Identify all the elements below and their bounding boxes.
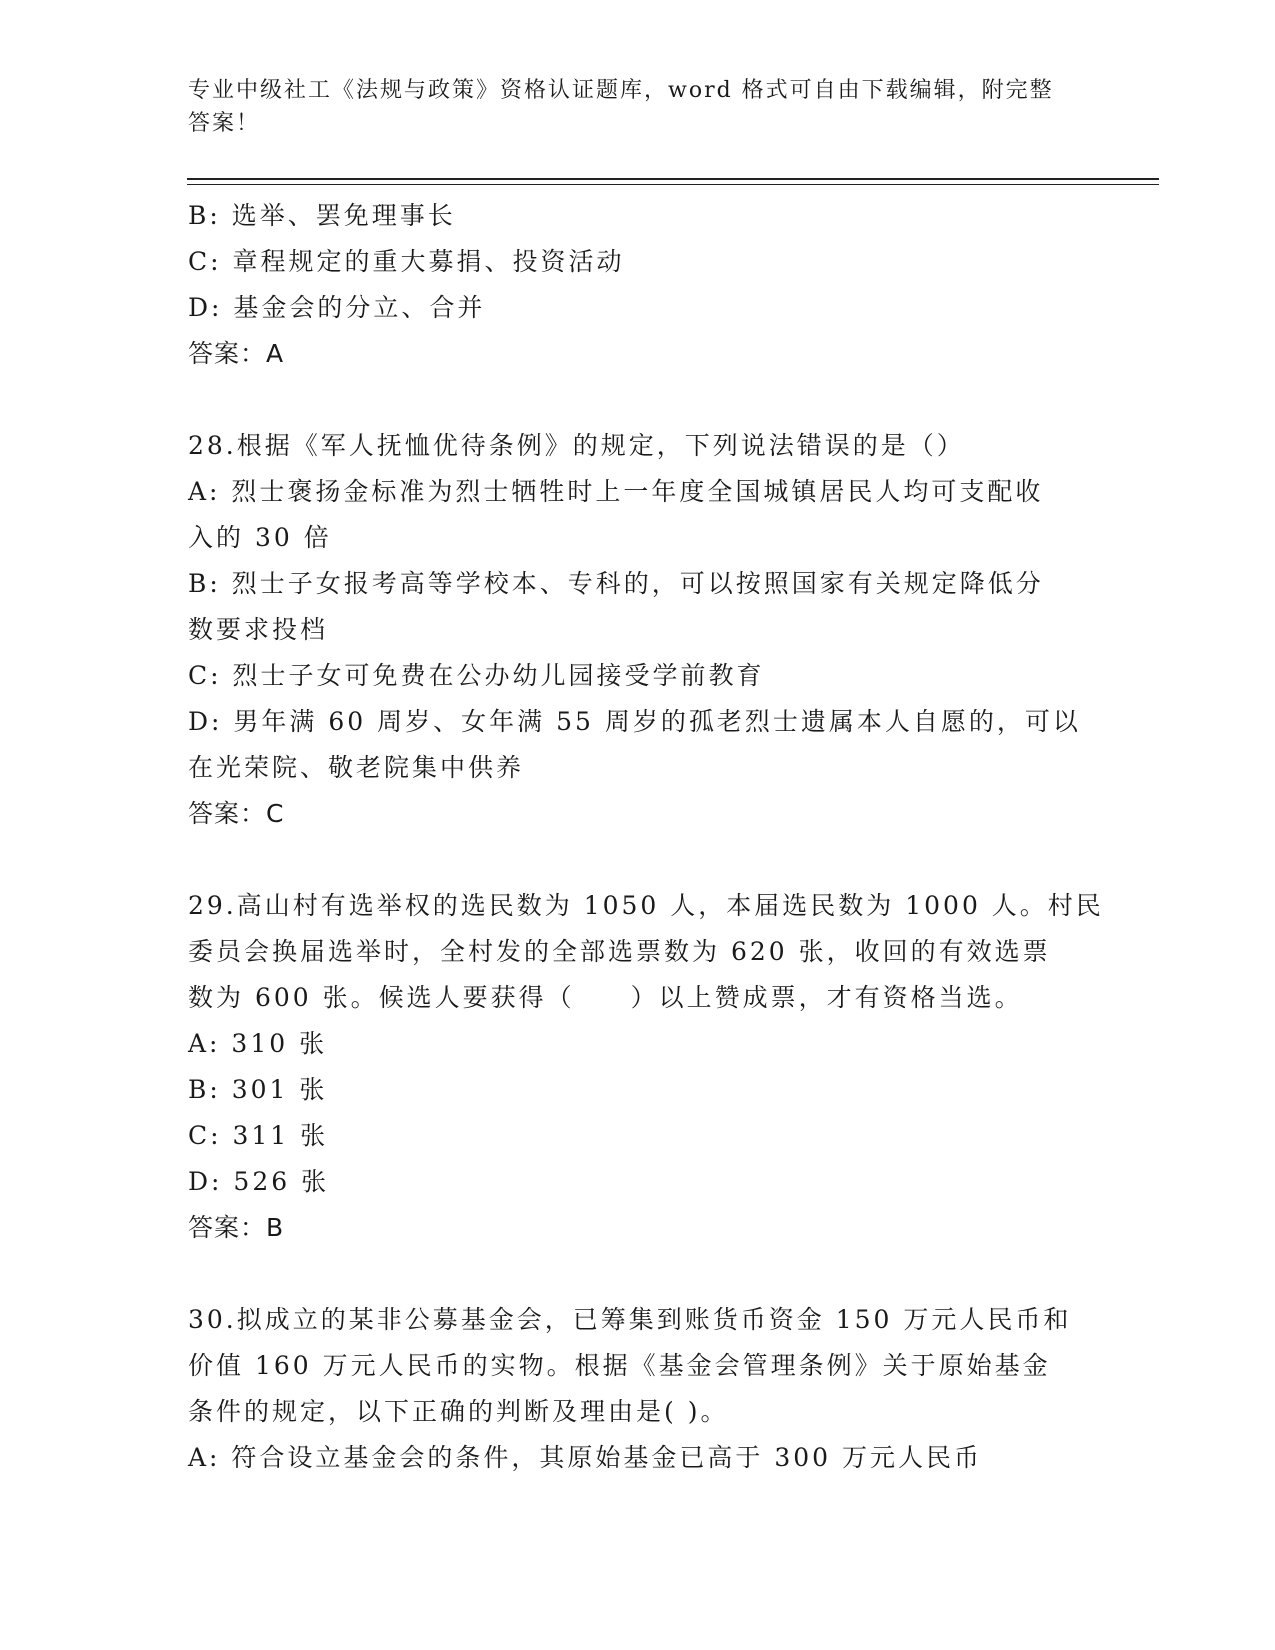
option-d: D: 男年满 60 周岁、女年满 55 周岁的孤老烈士遗属本人自愿的，可以 xyxy=(188,707,1081,736)
option-d: D: 526 张 xyxy=(188,1167,330,1196)
spacer xyxy=(188,1251,1088,1297)
question-27-tail xyxy=(188,193,1088,377)
question-29 xyxy=(188,883,1104,1251)
option-d: D: 基金会的分立、合并 xyxy=(188,293,486,322)
spacer xyxy=(188,377,1088,423)
option-b: B: 选举、罢免理事长 xyxy=(188,201,456,230)
option-b-continued: 数要求投档 xyxy=(188,615,329,644)
option-c: C: 烈士子女可免费在公办幼儿园接受学前教育 xyxy=(188,661,765,690)
header-divider-thin xyxy=(187,184,1159,185)
question-stem: 29.高山村有选举权的选民数为 1050 人，本届选民数为 1000 人。村民 xyxy=(188,891,1104,920)
option-c: C: 章程规定的重大募捐、投资活动 xyxy=(188,247,625,276)
answer-label: 答案：B xyxy=(188,1213,285,1242)
question-stem: 30.拟成立的某非公募基金会，已筹集到账货币资金 150 万元人民币和 xyxy=(188,1305,1072,1334)
question-30 xyxy=(188,1297,1088,1481)
header-divider-thick xyxy=(187,178,1159,180)
spacer xyxy=(188,837,1088,883)
question-content xyxy=(188,193,1104,1481)
option-a: A: 310 张 xyxy=(188,1029,328,1058)
answer-label: 答案：A xyxy=(188,339,285,368)
question-stem: 28.根据《军人抚恤优待条例》的规定，下列说法错误的是（） xyxy=(188,431,965,460)
header-text-line-2: 答案！ xyxy=(188,111,261,136)
option-c: C: 311 张 xyxy=(188,1121,329,1150)
question-stem-continued: 条件的规定，以下正确的判断及理由是( )。 xyxy=(188,1397,729,1426)
question-28 xyxy=(188,423,1088,837)
page-header xyxy=(188,74,1078,140)
option-b: B: 301 张 xyxy=(188,1075,328,1104)
answer-label: 答案：C xyxy=(188,799,285,828)
header-text-line-1: 专业中级社工《法规与政策》资格认证题库，word 格式可自由下载编辑，附完整 xyxy=(188,78,1054,103)
question-stem-continued: 委员会换届选举时，全村发的全部选票数为 620 张，收回的有效选票 xyxy=(188,937,1051,966)
option-a: A: 烈士褒扬金标准为烈士牺牲时上一年度全国城镇居民人均可支配收 xyxy=(188,477,1044,506)
option-a: A: 符合设立基金会的条件，其原始基金已高于 300 万元人民币 xyxy=(188,1443,983,1472)
option-b: B: 烈士子女报考高等学校本、专科的，可以按照国家有关规定降低分 xyxy=(188,569,1044,598)
option-a-continued: 入的 30 倍 xyxy=(188,523,332,552)
question-stem-continued: 数为 600 张。候选人要获得（ ）以上赞成票，才有资格当选。 xyxy=(188,983,1023,1012)
option-d-continued: 在光荣院、敬老院集中供养 xyxy=(188,753,525,782)
question-stem-continued: 价值 160 万元人民币的实物。根据《基金会管理条例》关于原始基金 xyxy=(188,1351,1051,1380)
